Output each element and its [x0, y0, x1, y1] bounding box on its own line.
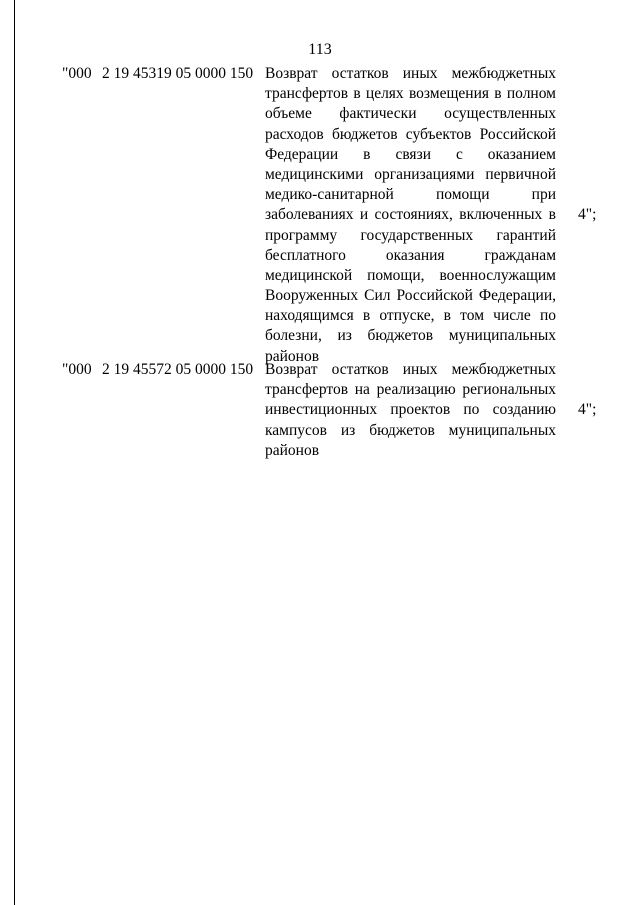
- budget-classification-code: 2 19 45319 05 0000 150: [102, 65, 254, 82]
- description-line: объеме фактически осуществленных: [265, 105, 556, 123]
- row-description: [265, 64, 556, 367]
- row-amount: 4";: [578, 401, 597, 419]
- row-prefix: "000: [62, 65, 92, 82]
- description-line: бесплатного оказания гражданам: [265, 246, 556, 264]
- description-line: Вооруженных Сил Российской Федерации,: [265, 287, 556, 305]
- description-line: заболеваниях и состояниях, включенных в: [265, 206, 556, 224]
- description-line: кампусов из бюджетов муниципальных: [265, 421, 556, 439]
- row-description: [265, 360, 556, 461]
- budget-classification-code: 2 19 45572 05 0000 150: [102, 361, 254, 378]
- description-line: расходов бюджетов субъектов Российской: [265, 125, 556, 143]
- description-line: Федерации в связи с оказанием: [265, 145, 556, 163]
- description-line: находящимся в отпуске, в том числе по: [265, 307, 556, 325]
- description-line: медицинскими организациями первичной: [265, 165, 556, 183]
- description-line: Возврат остатков иных межбюджетных: [265, 65, 556, 82]
- description-line: болезни, из бюджетов муниципальных: [265, 327, 556, 345]
- row-amount: 4";: [578, 206, 597, 224]
- description-line: медицинской помощи, военнослужащим: [265, 266, 556, 284]
- description-line: медико-санитарной помощи при: [265, 186, 556, 204]
- description-line: программу государственных гарантий: [265, 226, 556, 244]
- description-line: инвестиционных проектов по созданию: [265, 401, 556, 419]
- description-line: районов: [265, 347, 320, 365]
- description-line: районов: [265, 441, 320, 459]
- description-line: трансфертов в целях возмещения в полном: [265, 85, 556, 103]
- row-prefix: "000: [62, 361, 92, 378]
- page-number: 113: [308, 41, 332, 58]
- page-left-edge-line: [14, 0, 15, 905]
- description-line: трансфертов на реализацию региональных: [265, 381, 556, 399]
- description-line: Возврат остатков иных межбюджетных: [265, 361, 556, 378]
